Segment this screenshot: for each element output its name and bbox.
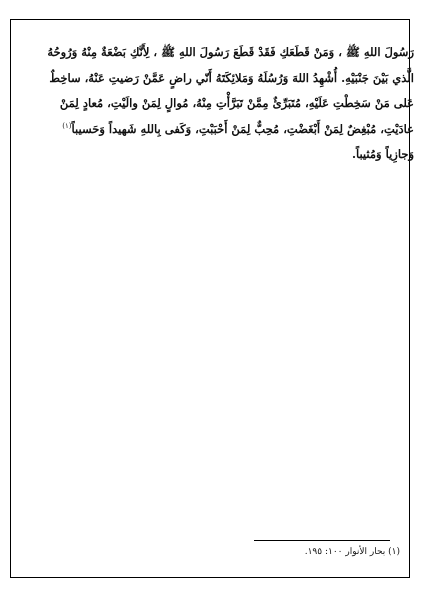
footnote-divider <box>254 540 390 541</box>
footnote-reference[interactable]: (١) <box>62 121 72 130</box>
main-text-block <box>10 40 414 168</box>
text-line-1: رَسُولَ اللهِ ﷺ ، وَمَنْ قَطَعَكِ فَقَدْ قَطَعَ رَسُولَ اللهِ ﷺ ، لِأَنَّكِ بَضْعَةٌ مِنْهُ وَرُوحُهُ <box>47 45 414 59</box>
text-line-4 <box>10 117 414 143</box>
text-line-2: الَّذي بَيْنَ جَنْبَيْهِ. أُشْهِدُ اللهَ وَرُسُلَهُ وَمَلائِكَتَهُ أَنّي راضٍ عَمَّنْ رَضيتِ عَنْهُ، ساخِطٌ <box>49 70 414 85</box>
text-line-4-content: عادَيْتِ، مُبْغِضٌ لِمَنْ أَبْغَضْتِ، مُحِبٌّ لِمَنْ أَحْبَبْتِ، وَكَفى بِاللهِ شَهيداً وَحَسيباً <box>71 121 414 136</box>
text-line-5: وَجازِياً وَمُثيباً. <box>351 147 414 161</box>
footnote-text: (١) بحار الأنوار ١٠٠: ١٩٥. <box>304 547 400 557</box>
text-line-3: عَلى مَنْ سَخِطْتِ عَلَيْهِ، مُتَبَرِّئٌ مِمَّنْ تَبَرَّأْتِ مِنْهُ، مُوالٍ لِمَنْ والَيْتِ، مُعادٍ لِمَنْ <box>59 96 414 110</box>
